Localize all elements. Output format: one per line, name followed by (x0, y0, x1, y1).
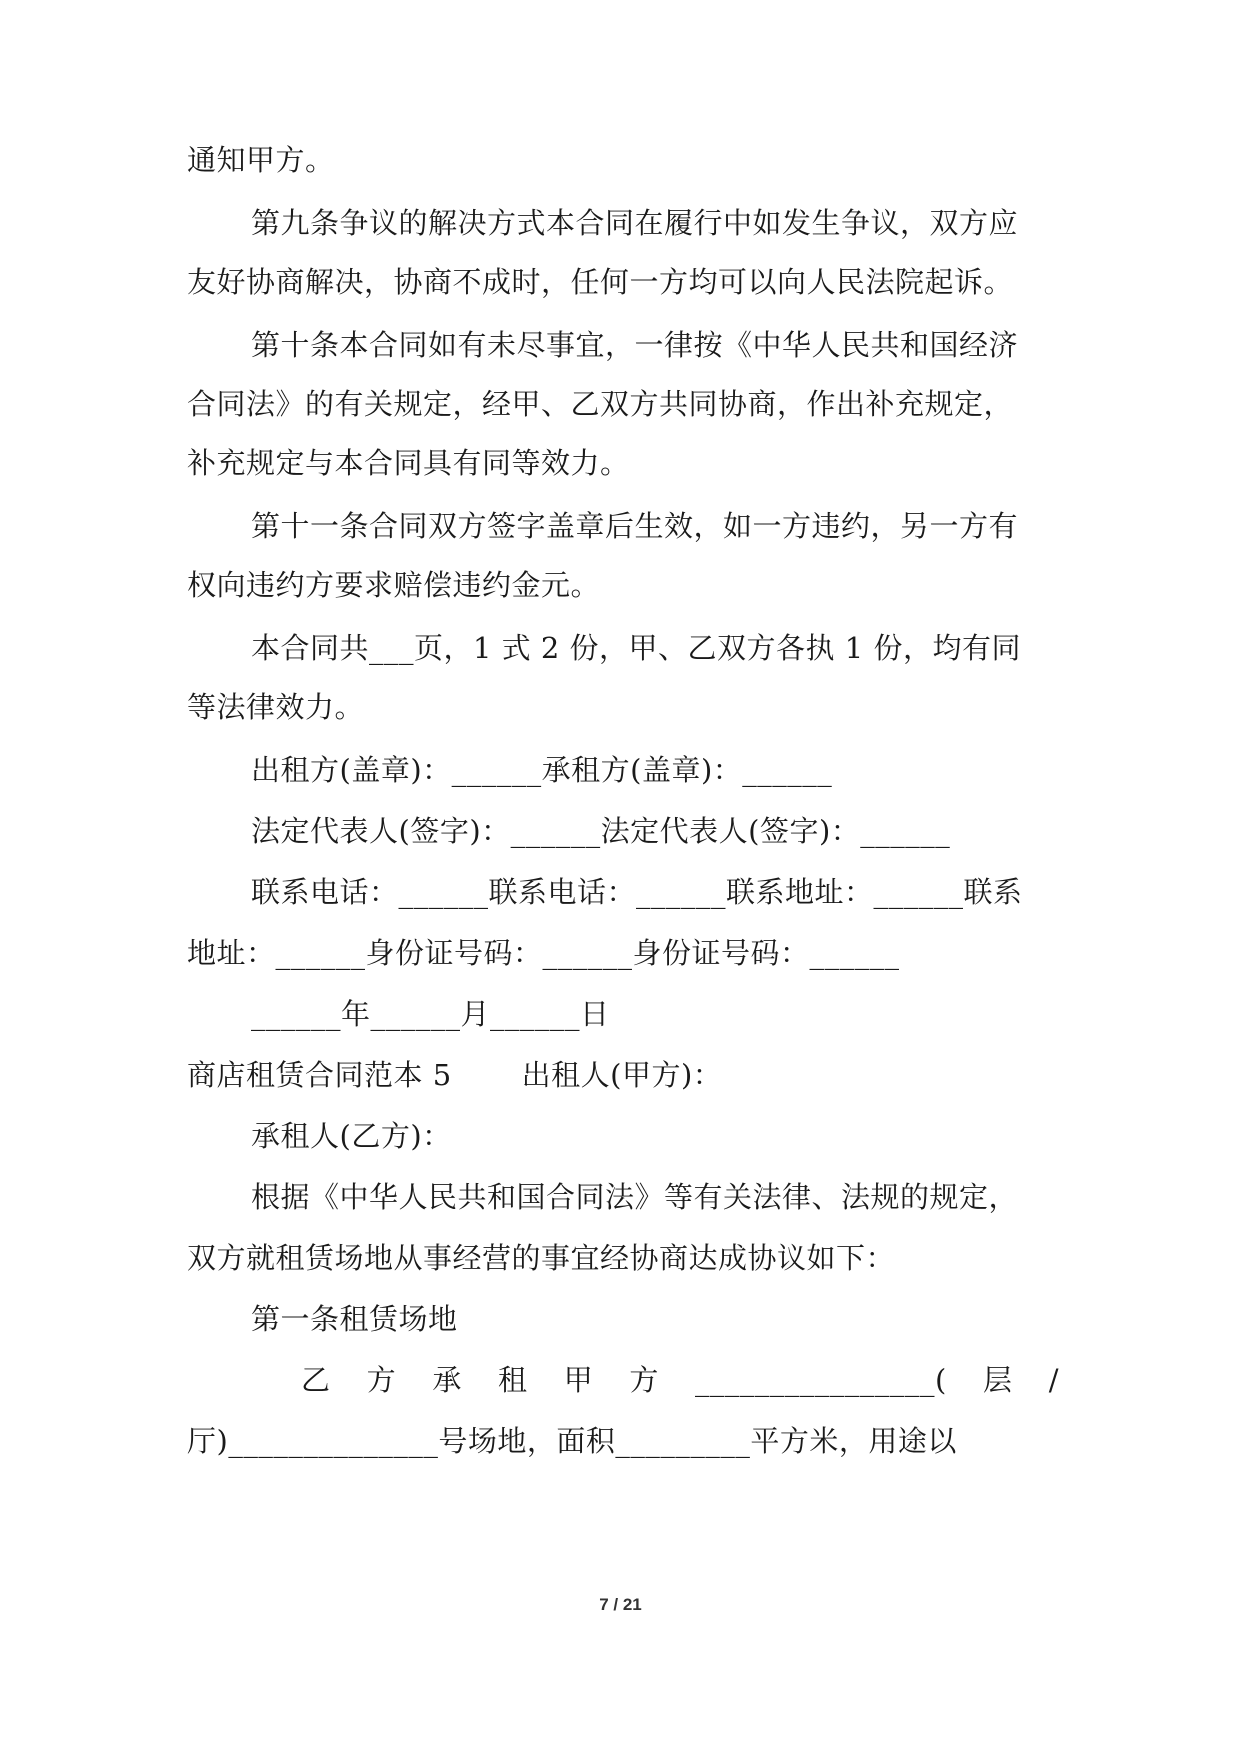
spaced-char: 乙 (301, 1363, 331, 1397)
article-1-heading: 第一条租赁场地 (251, 1302, 458, 1336)
contact-line-2: 地址：______身份证号码：______身份证号码：______ (187, 936, 900, 970)
spaced-char: 甲 (563, 1363, 594, 1397)
section-title-line (187, 1055, 1059, 1095)
spaced-char: 租 (498, 1363, 528, 1397)
preamble-line-1: 根据《中华人民共和国合同法》等有关法律、法规的规定， (251, 1180, 1019, 1214)
section-title: 商店租赁合同范本 5 (187, 1058, 452, 1092)
article-1-line-1 (301, 1360, 1059, 1400)
representative-line: 法定代表人(签字)：______法定代表人(签字)：______ (251, 814, 951, 848)
lessee-label: 承租人(乙方)： (251, 1119, 452, 1153)
page-number: 7 / 21 (599, 1595, 642, 1614)
preamble-line-2: 双方就租赁场地从事经营的事宜经协商达成协议如下： (187, 1241, 896, 1275)
spaced-char: 方 (629, 1363, 659, 1397)
spaced-char: ________________( (695, 1363, 947, 1397)
spaced-char: / (1048, 1363, 1059, 1397)
copies-line-1: 本合同共___页，1 式 2 份，甲、乙双方各执 1 份，均有同 (251, 631, 1021, 665)
article-10-line-3: 补充规定与本合同具有同等效力。 (187, 446, 630, 480)
article-11-line-2: 权向违约方要求赔偿违约金元。 (187, 568, 601, 602)
copies-line-2: 等法律效力。 (187, 690, 365, 724)
article-10-line-1: 第十条本合同如有未尽事宜，一律按《中华人民共和国经济 (251, 328, 1019, 362)
text-line: 通知甲方。 (187, 143, 335, 177)
article-10-line-2: 合同法》的有关规定，经甲、乙双方共同协商，作出补充规定， (187, 387, 1014, 421)
spaced-char: 方 (366, 1363, 397, 1397)
article-1-line-2: 厅)______________号场地，面积_________平方米，用途以 (187, 1424, 957, 1458)
article-11-line-1: 第十一条合同双方签字盖章后生效，如一方违约，另一方有 (251, 509, 1019, 543)
spaced-char: 承 (432, 1363, 462, 1397)
contact-line-1: 联系电话：______联系电话：______联系地址：______联系 (251, 875, 1023, 909)
article-9-line-2: 友好协商解决，协商不成时，任何一方均可以向人民法院起诉。 (187, 265, 1014, 299)
article-9-line-1: 第九条争议的解决方式本合同在履行中如发生争议，双方应 (251, 206, 1019, 240)
lessor-label: 出租人(甲方)： (521, 1058, 723, 1092)
spaced-char: 层 (983, 1363, 1013, 1397)
date-line: ______年______月______日 (251, 997, 610, 1031)
seal-line: 出租方(盖章)：______承租方(盖章)：______ (251, 753, 833, 787)
